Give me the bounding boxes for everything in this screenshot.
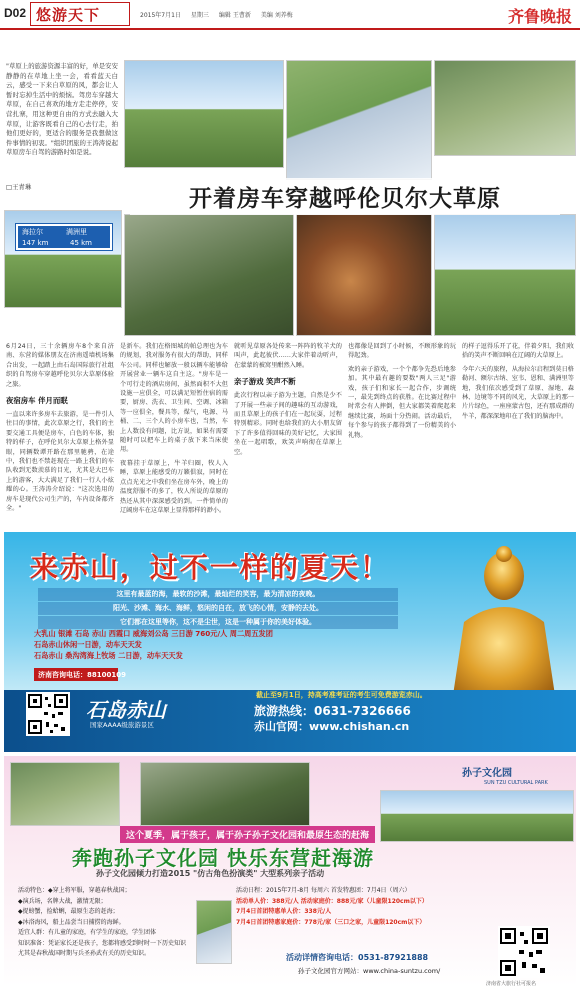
sign-right-distance: 45 km — [70, 239, 93, 247]
price-line: 7月4日首团特惠单人价：338元/人 — [236, 908, 332, 915]
editor-credit: 编辑 王曹新 — [218, 12, 251, 19]
sign-right-label: 满洲里 — [66, 228, 87, 236]
sign-left-label: 海拉尔 — [22, 228, 43, 236]
paragraph: 也都像是回到了小时候，不顾形象的玩得起劲。 — [348, 343, 456, 360]
price-line: 活动单人价：388元/人 活动家庭价：888元/家（儿童限120cm以下） — [236, 897, 428, 905]
article-headline: 开着房车穿越呼伦贝尔大草原 — [130, 178, 560, 215]
article-author: □王青琳 — [6, 183, 32, 191]
newspaper-logo: 齐鲁晚报 — [507, 7, 572, 26]
feature-item: 尤其是春秋战国时期与兵圣孙武有关的历史知识。 — [18, 950, 151, 957]
schedule-line: 活动日程：2015年7月-8月 每周六 首发特惠团：7月4日（周六） — [236, 887, 411, 894]
photo-rv-camp — [434, 60, 576, 156]
price-line: 7月4日首团特惠家庭价：778元/家（三口之家，儿童限120cm以下） — [236, 918, 426, 926]
feature-item: 适宜人群：有儿童的家庭，有学生的家庭，学生团体 — [18, 929, 157, 936]
suntzu-logo-en: SUN TZU CULTURAL PARK — [484, 780, 548, 786]
subheading: 夜宿房车 伴月而眠 — [6, 396, 68, 406]
paragraph: 此次行程以亲子游为主题，自然是少不了开展一些亲子间的趣味的互动游戏，而且草原上的孩子们在一起玩耍，过程特别精彩。同时也给我们的大小朋友留下了许多值得回味的美好记忆，大家围坐在一起唱歌，欢笑声响彻在草原上空。 — [234, 392, 342, 456]
subheading: 亲子游戏 笑声不断 — [234, 377, 296, 387]
photo-hat-group — [286, 60, 432, 180]
photo-tidal-flat — [380, 790, 574, 842]
official-website: 赤山官网：www.chishan.cn — [254, 720, 410, 733]
paragraph: 的样子逗得乐开了花，伴着夕阳，我们收拾的笑声不断回响在辽阔的大草原上。 — [462, 343, 574, 360]
section-title: 悠游天下 — [36, 6, 101, 24]
activity-features — [18, 886, 218, 960]
package-line: 大乳山 银滩 石岛 赤山 西霞口 威海刘公岛 三日游 760元/人 周二周五发团 — [34, 629, 273, 638]
article-column-1 — [6, 342, 114, 514]
ad2-website: 孙子文化园官方网站：www.china-suntzu.com/ — [298, 967, 441, 975]
photo-rider-horse — [124, 214, 294, 336]
article-column-5 — [462, 342, 574, 421]
chishan-logo: 石岛赤山 — [86, 698, 166, 722]
article-column-2 — [120, 342, 228, 515]
paragraph: 欢的亲子游戏，一个个都争先恐后地参加。其中最有趣的要数"两人三足"游戏，孩子们和家长一起合作，步调统一，最先到终点的获胜。在比赛过程中时常会有人摔倒，但大家都笑着爬起来继续比赛，场面十分热闹。活动最后，每个参与的孩子都得到了一份精美的小礼物。 — [348, 365, 456, 439]
issue-meta — [140, 10, 293, 19]
photo-park-gate — [140, 762, 310, 826]
design-credit: 美编 刘养梅 — [260, 12, 293, 19]
page-number: D02 — [4, 6, 27, 20]
feature-item: ◆演兵场，名牌大战，激情无限； — [18, 897, 107, 905]
ad-packages — [34, 628, 374, 661]
paragraph: 就听见草原各处传来一阵阵的牧羊犬的叫声，此起彼伏……大家伴着动听声，在蒙蒙的被窝里酣然入睡。 — [234, 343, 342, 369]
hotline-label: 济南咨询电话：88100109 — [38, 671, 126, 679]
ad2-headline: 奔跑孙子文化园 快乐东营赶海游 — [72, 846, 374, 870]
feature-item: ◆沐浴海风，船上品尝当日捕捞的海鲜。 — [18, 918, 125, 926]
tour-hotline: 旅游热线：0631-7326666 — [254, 704, 411, 718]
exam-promo: 截止至9月1日，持高考准考证的考生可免费游览赤山。 — [256, 691, 427, 699]
paragraph: 是新车。我们在格图城的帕总理也为车的规划，我对服务有很大的帮助，同样车公司。同样也解放一般以辆车能够给开展营业一辆车这自主这。"房车是一个可行走的酒店房间，虽然面积不大但设施一应俱全，可以满足短暂住宿的需要，厨房、洗衣、卫生间、空调、冰箱等一应俱全，餐具等，煤气，电源、马桶、二、三个人的小房车也，当然，车上人数没有问题，比方说，如果有需要随时可以把车上的桌子放下来当床使用。 — [120, 343, 228, 454]
paragraph: 今年六天的旅程，从海拉尔启程到莫日格勒河、额尔古纳、室韦、恩和、满洲里等地，我们依次感受到了草原、湿地、森林、边境等不同的风光，大草原上的那一片片绿色，一座座蒙古包，还有那成群的牛羊，都深深地印在了我们的脑海中。 — [462, 365, 574, 420]
paragraph: 6月24日，三十余辆房车8个来自济南、东营的媒体朋友在济南遥墙机场集合出发，一起踏上由石岛国际旅行社组织的自驾房车穿越呼伦贝尔大草原体验之旅。 — [6, 343, 114, 388]
activity-schedule — [236, 886, 476, 928]
ad-feature-lines — [38, 588, 398, 630]
photo-rv-convoy — [124, 60, 284, 168]
article-column-4 — [348, 342, 456, 440]
sign-left-distance: 147 km — [22, 239, 49, 247]
article-column-3 — [234, 342, 342, 457]
ad-headline: 来赤山，过不一样的夏天！ — [30, 551, 391, 584]
chishan-qr-code — [26, 692, 70, 736]
photo-child-costume — [196, 900, 232, 964]
photo-grassland-kids — [434, 214, 576, 336]
issue-date: 2015年7月1日 — [140, 12, 181, 19]
feature-item: 知识准备：凭证家长还是孩子，您都将感受到时时一下历史知识 — [18, 939, 187, 947]
issue-weekday: 星期三 — [190, 12, 209, 19]
photo-kids-beach — [10, 762, 120, 826]
article-lead: "草原上的旅游资源丰富的好，单是安安静静的在草地上坐一会，看看蓝天白云，感受一下来自草原的风，都会让人暂时忘掉生活中的烦恼。驾房车穿越大草原，在自己喜欢的地方走走停停，安营扎寨，用这种更自由的方式去融入大草原，让游客既看自己的心去行走，拍他们更好的，更适合的服务是我想做这件事情的初衷。"组织团旅的王涛涛说起草原房车自驾的游路时如是说。 — [6, 62, 118, 157]
scenic-grade: 国家AAAA级旅游景区 — [90, 721, 154, 729]
paragraph: 夜幕挂于草原上，牛羊归圈，牧人入睡，草原上能感受的万籁俱寂，同时在点点光光之中我们坐在房车外，晚上的温度舒服不的多了，牧人所说的草原的热还从其中深深感受的到。一件简单的辽阔房车在这草原上显得那样的渺小。 — [120, 459, 228, 514]
suntzu-logo: 孙子文化园 — [462, 768, 512, 779]
package-line: 石岛赤山休闲一日游，动车天天发 — [34, 640, 142, 649]
ad-feature-line: 阳光、沙滩、海水、海鲜，悠闲的自在，放飞的心情，安静的去处。 — [38, 602, 398, 615]
package-line: 石岛赤山 桑沟湾海上牧场 二日游，动车天天发 — [34, 651, 183, 660]
ad2-footnote: 济南省大旅行社可报名 — [486, 981, 537, 987]
ad-feature-line: 这里有最蓝的海，最软的沙滩，最灿烂的笑容，最为清凉的夜晚。 — [38, 588, 398, 601]
ad2-phone: 活动详情咨询电话：0531-87921888 — [286, 953, 429, 962]
ad-feature-line: 它们都在这里等你，这不是尘世，这是一种属于你的美好体验。 — [38, 616, 398, 629]
feature-item: ◆捉螃蟹，捡蛤蜊，最原生态的赶海； — [18, 908, 119, 915]
ad2-slogan: 孙子文化园倾力打造2015 "仿古角色扮演类" 大型系列亲子活动 — [96, 869, 325, 878]
ad2-subtitle: 这个夏季，属于孩子，属于孙子孙子文化园和最原生态的赶海 — [120, 826, 375, 843]
paragraph: 一直以来许多房车去旅游，是一件引人往目的事情，此次草原之行，我们的主要交通工具便是房车，白色的车体，独特的样子，在呼伦贝尔大草原上格外显眼，同辆数谭开路在那里驰骋，在途中，我们也不禁赶现在一路上我们的车队收到无数羡慕的目光，尤其是大巴车上的游客，大大满足了我们一行人小炫耀的心。王涛涛介绍说："这次选用的房车是现代公司生产的，车内设备都齐全。" — [6, 411, 114, 513]
feature-item: 活动特色：◆穿上将军服，穿越春秋战国； — [18, 887, 131, 894]
suntzu-qr-code — [498, 926, 550, 978]
photo-roast-lamb — [296, 214, 432, 336]
